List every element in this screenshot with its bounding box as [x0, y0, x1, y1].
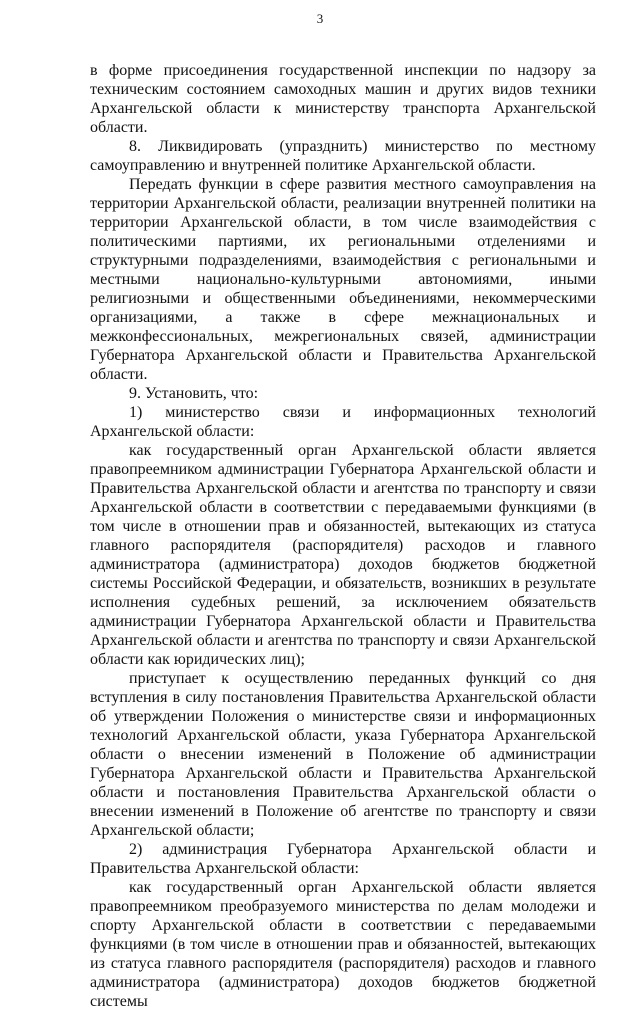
paragraph-item-8-liquidation: 8. Ликвидировать (упразднить) министерство по местному самоуправлению и внутренней политике Архангельской области. — [90, 138, 596, 174]
paragraph-subitem-1-ministry-of-communications: 1) министерство связи и информационных технологий Архангельской области: — [90, 404, 596, 440]
paragraph-legal-successor-1: как государственный орган Архангельской области является правопреемником администрации Губернатора Архангельской области и Правительства Архангельской области и агентства по транспорту и связи Архангельской области в соответствии с передаваемыми функциями (в том числе в отношении прав и обязанностей, вытекающих из статуса главного распорядителя (распорядителя) расходов и главного администратора (администратора) доходов бюджетов бюджетной системы Российской Федерации, и обязательств, возникших в результате исполнения судебных решений, за исключением обязательств администрации Губернатора Архангельской области и Правительства Архангельской области и агентства по транспорту и связи Архангельской области как юридических лиц); — [90, 442, 596, 668]
paragraph-commences-functions: приступает к осуществлению переданных функций со дня вступления в силу постановления Правительства Архангельской области об утверждении Положения о министерстве связи и информационных технологий Архангельской области, указа Губернатора Архангельской области о внесении изменений в Положение об администрации Губернатора Архангельской области и Правительства Архангельской области и постановления Правительства Архангельской области о внесении изменений в Положение об агентстве по транспорту и связи Архангельской области; — [90, 670, 596, 839]
paragraph-transfer-functions: Передать функции в сфере развития местного самоуправления на территории Архангельской области, реализации внутренней политики на территории Архангельской области, в том числе взаимодействия с политическими партиями, их региональными отделениями и структурными подразделениями, взаимодействия с региональными и местными национально-культурными автономиями, иными религиозными и общественными объединениями, некоммерческими организациями, а также в сфере межнациональных и межконфессиональных, межрегиональных связей, администрации Губернатора Архангельской области и Правительства Архангельской области. — [90, 176, 596, 383]
page-number: 3 — [316, 11, 324, 26]
paragraph-subitem-2-governor-administration: 2) администрация Губернатора Архангельской области и Правительства Архангельской области: — [90, 841, 596, 877]
paragraph-item-9-establish: 9. Установить, что: — [129, 385, 259, 402]
paragraph-legal-successor-2: как государственный орган Архангельской области является правопреемником преобразуемого министерства по делам молодежи и спорту Архангельской области в соответствии с передаваемыми функциями (в том числе в отношении прав и обязанностей, вытекающих из статуса главного распорядителя (распорядителя) расходов и главного администратора (администратора) доходов бюджетов бюджетной системы — [90, 879, 596, 1010]
paragraph-merger-continuation: в форме присоединения государственной инспекции по надзору за техническим состоянием самоходных машин и других видов техники Архангельской области к министерству транспорта Архангельской области. — [90, 62, 596, 136]
document-body — [90, 61, 596, 1011]
